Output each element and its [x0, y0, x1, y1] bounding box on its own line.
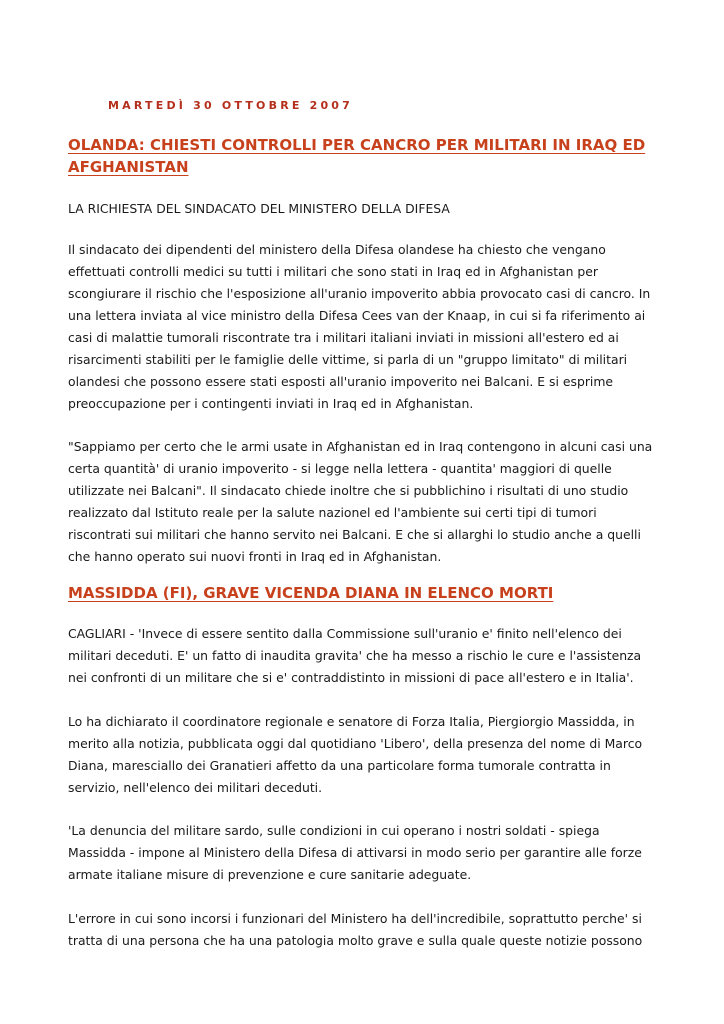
article-paragraph: 'La denuncia del militare sardo, sulle condizioni in cui operano i nostri soldati - spiega Massidda - impone al Ministero della Difesa di attivarsi in modo serio per garantire alle forze armate italiane misure di prevenzione e cure sanitarie adeguate. — [68, 823, 642, 882]
article-paragraph: Il sindacato dei dipendenti del ministero della Difesa olandese ha chiesto che vengano effettuati controlli medici su tutti i militari che sono stati in Iraq ed in Afghanistan per scongiurare il rischio che l'esposizione all'uranio impoverito abbia provocato casi di cancro. In una lettera inviata al vice ministro della Difesa Cees van der Knaap, in cui si fa riferimento ai casi di malattie tumorali riscontrate tra i militari italiani inviati in missioni all'estero ed ai risarcimenti stabiliti per le famiglie delle vittime, si parla di un "gruppo limitato" di militari olandesi che possono essere stati esposti all'uranio impoverito nei Balcani. E si esprime preoccupazione per i contingenti inviati in Iraq ed in Afghanistan. — [68, 242, 651, 411]
article-paragraph: CAGLIARI - 'Invece di essere sentito dalla Commissione sull'uranio e' finito nell'elenco dei militari deceduti. E' un fatto di inaudita gravita' che ha messo a rischio le cure e l'assistenza nei confronti di un militare che si e' contraddistinto in missioni di pace all'estero e in Italia'. — [68, 626, 642, 685]
article-title-link[interactable]: OLANDA: CHIESTI CONTROLLI PER CANCRO PER MILITARI IN IRAQ ED AFGHANISTAN — [68, 136, 646, 176]
article-title-olanda[interactable] — [68, 134, 668, 178]
article-paragraph: "Sappiamo per certo che le armi usate in Afghanistan ed in Iraq contengono in alcuni casi una certa quantità' di uranio impoverito - si legge nella lettera - quantita' maggiori di quelle utilizzate nei Balcani". Il sindacato chiede inoltre che si pubblichino i risultati di uno studio realizzato dal Istituto reale per la salute nazionel ed l'ambiente sui certi tipi di tumori riscontrati sui militari che hanno servito nei Balcani. E che si allarghi lo studio anche a quelli che hanno operato sui nuovi fronti in Iraq ed in Afghanistan. — [68, 439, 653, 564]
article-subtitle: LA RICHIESTA DEL SINDACATO DEL MINISTERO DELLA DIFESA — [68, 201, 450, 216]
article-title-massidda[interactable] — [68, 582, 668, 604]
article-paragraph: Lo ha dichiarato il coordinatore regionale e senatore di Forza Italia, Piergiorgio Massidda, in merito alla notizia, pubblicata oggi dal quotidiano 'Libero', della presenza del nome di Marco Diana, maresciallo dei Granatieri affetto da una particolare forma tumorale contratta in servizio, nell'elenco dei militari deceduti. — [68, 714, 643, 795]
article-title-link[interactable]: MASSIDDA (FI), GRAVE VICENDA DIANA IN ELENCO MORTI — [68, 584, 554, 602]
post-date: MARTEDÌ 30 OTTOBRE 2007 — [108, 99, 354, 112]
article-paragraph: L'errore in cui sono incorsi i funzionari del Ministero ha dell'incredibile, soprattutto perche' si tratta di una persona che ha una patologia molto grave e sulla quale queste notizie possono — [68, 911, 643, 948]
